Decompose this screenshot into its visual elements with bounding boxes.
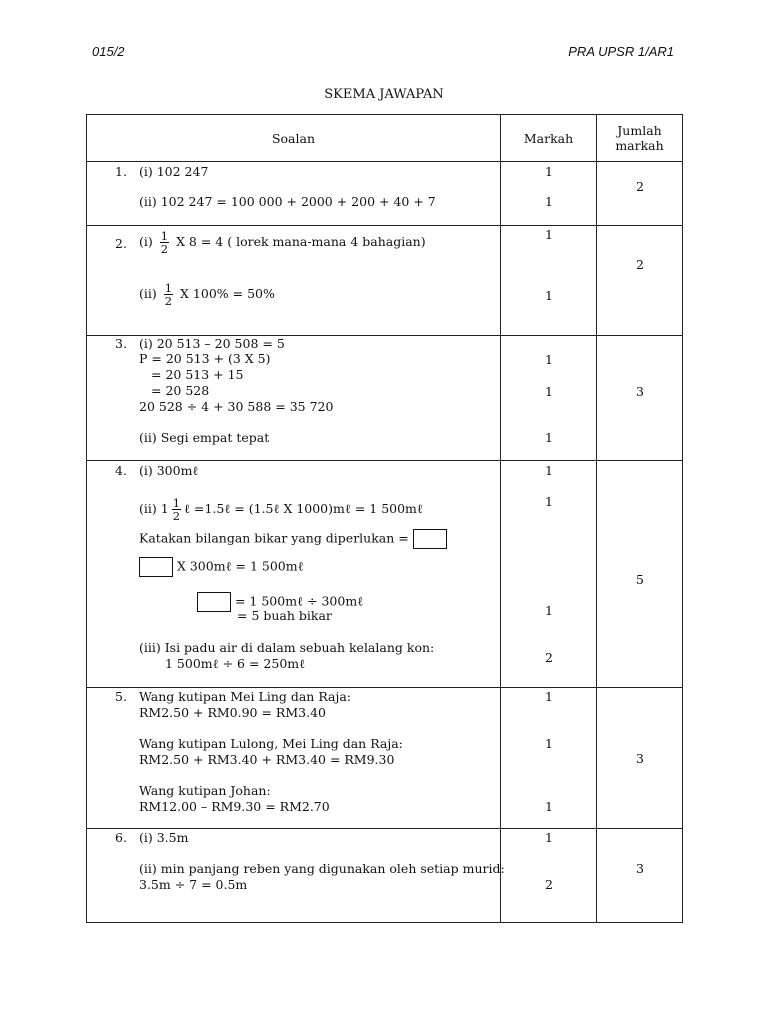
answer-line: = 5 buah bikar [237, 608, 332, 623]
question-6-marks [501, 829, 597, 923]
question-1-total [597, 162, 683, 226]
header-jumlah: Jumlah markah [597, 115, 683, 162]
answer-line: = 20 528 [151, 383, 210, 398]
mark-value: 2 [545, 877, 553, 892]
answer-scheme-table [86, 114, 683, 923]
answer-line: Katakan bilangan bikar yang diperlukan = [139, 529, 447, 549]
answer-line: (i) 3.5m [139, 830, 189, 845]
total-value: 3 [636, 751, 644, 766]
question-row-1 [87, 162, 683, 226]
question-5-answer [87, 688, 501, 829]
question-4-answer [87, 461, 501, 688]
mark-value: 1 [545, 227, 553, 242]
exam-name: PRA UPSR 1/AR1 [568, 44, 674, 59]
doc-code: 015/2 [92, 44, 125, 59]
answer-line: (ii) 102 247 = 100 000 + 2000 + 200 + 40 + 7 [139, 194, 436, 209]
question-number: 5. [115, 689, 127, 704]
answer-line: P = 20 513 + (3 X 5) [139, 351, 271, 366]
answer-line: 3.5m ÷ 7 = 0.5m [139, 877, 248, 892]
total-value: 2 [636, 257, 644, 272]
question-3-total [597, 336, 683, 461]
header-soalan: Soalan [87, 115, 501, 162]
question-6-answer [87, 829, 505, 923]
table-header-row [87, 115, 683, 162]
answer-line: (iii) Isi padu air di dalam sebuah kelalang kon: [139, 640, 435, 655]
mark-value: 1 [545, 288, 553, 303]
question-4-total [597, 461, 683, 688]
blank-box [413, 529, 447, 549]
answer-line: (i) 300mℓ [139, 463, 199, 478]
question-2-marks [501, 226, 597, 336]
question-5-total [597, 688, 683, 829]
page-title: SKEMA JAWAPAN [324, 87, 444, 102]
total-value: 3 [636, 861, 644, 876]
answer-line: Wang kutipan Mei Ling dan Raja: [139, 689, 352, 704]
fraction: $\frac{1}{2}$ [160, 229, 169, 256]
blank-box [139, 557, 173, 577]
answer-line: (i) 20 513 – 20 508 = 5 [139, 336, 285, 351]
question-2-total [597, 226, 683, 336]
question-1-answer [87, 162, 501, 226]
fraction: $\frac{1}{2}$ [164, 281, 173, 308]
mark-value: 1 [545, 352, 553, 367]
mark-value: 1 [545, 603, 553, 618]
question-row-3 [87, 336, 683, 461]
answer-line: (ii) 1 $\frac{1}{2}$ ℓ =1.5ℓ = (1.5ℓ X 1000)mℓ = 1 500mℓ [139, 496, 423, 523]
question-number: 4. [115, 463, 127, 478]
answer-line: 20 528 ÷ 4 + 30 588 = 35 720 [139, 399, 334, 414]
answer-line: (i) $\frac{1}{2}$ X 8 = 4 ( lorek mana-mana 4 bahagian) [139, 229, 426, 256]
blank-box [197, 592, 231, 612]
question-4-marks [501, 461, 597, 688]
question-row-4 [87, 461, 683, 688]
total-value: 5 [636, 572, 644, 587]
mark-value: 1 [545, 830, 553, 845]
answer-line: (ii) min panjang reben yang digunakan oleh setiap murid: [139, 861, 505, 876]
answer-line: RM2.50 + RM3.40 + RM3.40 = RM9.30 [139, 752, 395, 767]
mark-value: 1 [545, 736, 553, 751]
question-number: 1. [115, 164, 127, 179]
answer-line: X 300mℓ = 1 500mℓ [139, 557, 304, 577]
question-3-answer [87, 336, 501, 461]
mark-value: 2 [545, 650, 553, 665]
question-3-marks [501, 336, 597, 461]
question-number: 3. [115, 336, 127, 351]
mark-value: 1 [545, 463, 553, 478]
header-markah: Markah [501, 115, 597, 162]
total-value: 2 [636, 179, 644, 194]
question-row-2 [87, 226, 683, 336]
fraction: $\frac{1}{2}$ [172, 496, 181, 523]
mark-value: 1 [545, 164, 553, 179]
mark-value: 1 [545, 430, 553, 445]
question-number: 6. [115, 830, 127, 845]
answer-line: Wang kutipan Lulong, Mei Ling dan Raja: [139, 736, 403, 751]
answer-line: = 1 500mℓ ÷ 300mℓ [197, 592, 363, 612]
answer-line: = 20 513 + 15 [151, 367, 244, 382]
answer-line: 1 500mℓ ÷ 6 = 250mℓ [165, 656, 306, 671]
question-number: 2. [115, 236, 127, 251]
answer-line: RM2.50 + RM0.90 = RM3.40 [139, 705, 326, 720]
mark-value: 1 [545, 689, 553, 704]
question-6-total [597, 829, 683, 923]
answer-line: RM12.00 – RM9.30 = RM2.70 [139, 799, 330, 814]
question-1-marks [501, 162, 597, 226]
question-row-5 [87, 688, 683, 829]
answer-line: Wang kutipan Johan: [139, 783, 271, 798]
answer-line: (ii) Segi empat tepat [139, 430, 270, 445]
question-5-marks [501, 688, 597, 829]
question-2-answer [87, 226, 501, 336]
answer-line: (i) 102 247 [139, 164, 209, 179]
question-row-6 [87, 829, 683, 923]
answer-line: (ii) $\frac{1}{2}$ X 100% = 50% [139, 281, 275, 308]
mark-value: 1 [545, 799, 553, 814]
mark-value: 1 [545, 384, 553, 399]
mark-value: 1 [545, 494, 553, 509]
mark-value: 1 [545, 194, 553, 209]
total-value: 3 [636, 384, 644, 399]
